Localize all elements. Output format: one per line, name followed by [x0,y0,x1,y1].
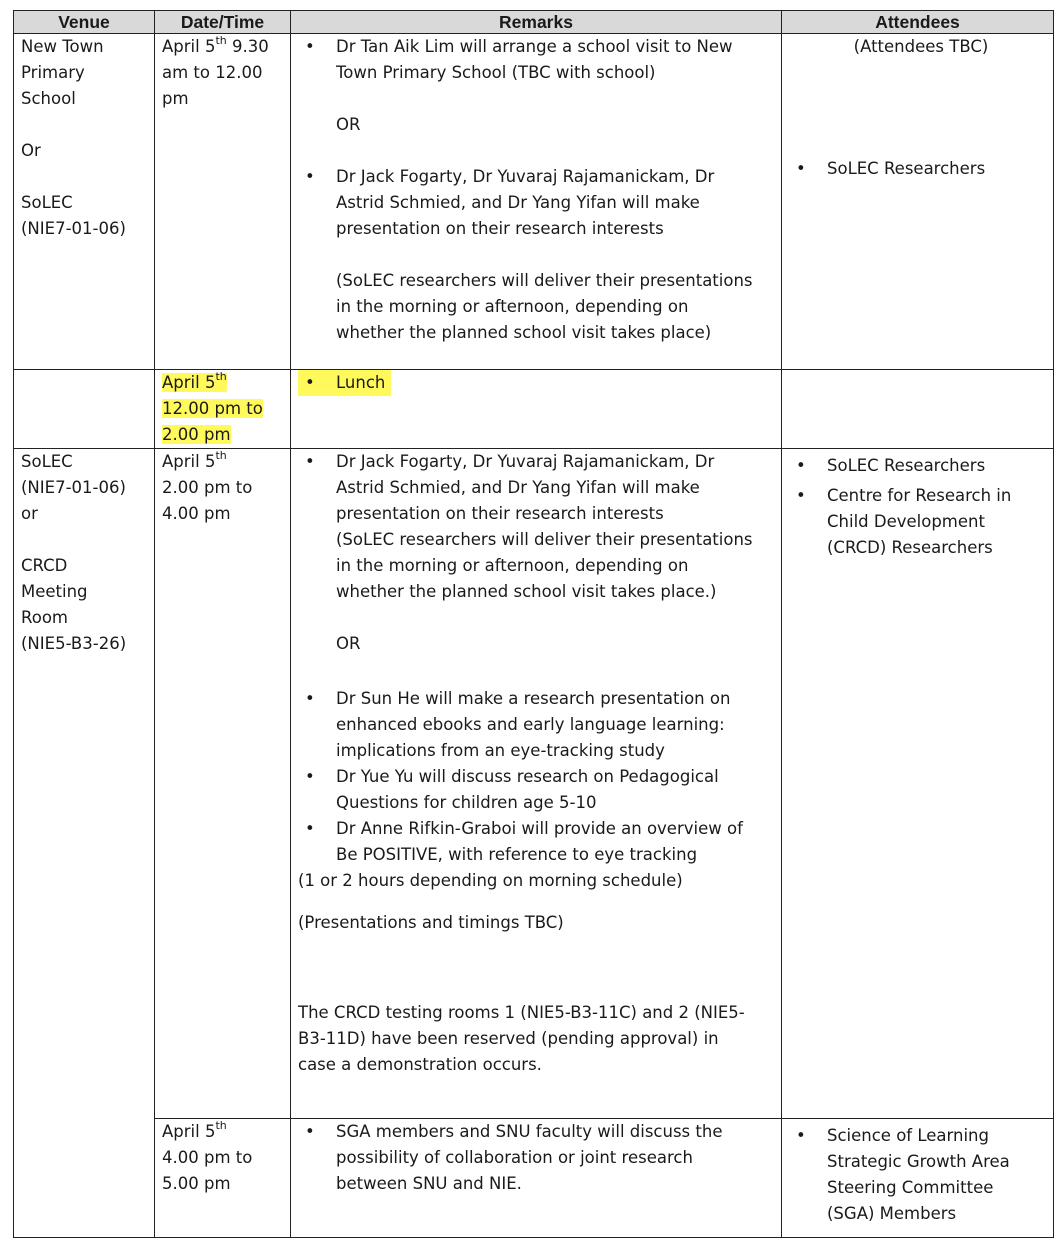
schedule-table [13,10,1054,1238]
list-item: • SGA members and SNU faculty will discuss the possibility of collaboration or joint research between SNU and NIE. [305,1122,723,1194]
date-cell: April 5th 9.30 am to 12.00 pm [155,34,291,370]
schedule-document [13,10,1053,1238]
table-row [14,449,1054,1119]
header-remarks: Remarks [291,11,782,34]
list-item: • SoLEC Researchers [796,456,986,476]
list-item: • Dr Anne Rifkin-Graboi will provide an overview of Be POSITIVE, with reference to eye tracking [305,819,743,865]
hours-note: (1 or 2 hours depending on morning schedule) [298,871,683,891]
or-text: OR [336,115,361,135]
list-item: • Dr Sun He will make a research presentation on enhanced ebooks and early language learning: implications from an eye-tracking study [305,689,731,761]
header-venue: Venue [14,11,155,34]
list-item: • Centre for Research in Child Development (CRCD) Researchers [796,486,1012,558]
list-item: • Science of Learning Strategic Growth Area Steering Committee (SGA) Members [796,1126,1010,1224]
attendees-cell [782,370,1054,449]
remarks-cell [291,370,782,449]
header-row [14,11,1054,34]
list-item: • Dr Tan Aik Lim will arrange a school visit to New Town Primary School (TBC with school) [305,37,733,83]
tbc-note: (Presentations and timings TBC) [298,913,564,933]
table-row [14,1119,1054,1238]
venue-cell: SoLEC (NIE7-01-06) or CRCD Meeting Room (NIE5-B3-26) [14,449,155,1238]
remarks-cell [291,1119,782,1238]
table-row [14,370,1054,449]
attendees-cell: (Attendees TBC) • SoLEC Researchers [782,34,1054,370]
remarks-cell [291,449,782,1119]
date-cell: April 5th 2.00 pm to 4.00 pm [155,449,291,1119]
header-date-time: Date/Time [155,11,291,34]
note-text: (SoLEC researchers will deliver their presentations in the morning or afternoon, depending on whether the planned school visit takes place) [336,271,753,343]
venue-cell [14,370,155,449]
table-row [14,34,1054,370]
header-attendees: Attendees [782,11,1054,34]
list-item: • Lunch [298,370,781,396]
list-item: • Dr Jack Fogarty, Dr Yuvaraj Rajamanickam, Dr Astrid Schmied, and Dr Yang Yifan will make presentation on their research interests [305,167,715,239]
date-cell: April 5th 12.00 pm to 2.00 pm [155,370,291,449]
attendees-cell [782,449,1054,1119]
or-text: OR [336,634,361,654]
date-cell: April 5th 4.00 pm to 5.00 pm [155,1119,291,1238]
list-item: • Dr Yue Yu will discuss research on Pedagogical Questions for children age 5-10 [305,767,719,813]
venue-cell: New Town Primary School Or SoLEC (NIE7-01-06) [14,34,155,370]
crcd-note: The CRCD testing rooms 1 (NIE5-B3-11C) and 2 (NIE5- B3-11D) have been reserved (pending approval) in case a demonstration occurs. [298,1003,745,1075]
list-item: • Dr Jack Fogarty, Dr Yuvaraj Rajamanickam, Dr Astrid Schmied, and Dr Yang Yifan will make presentation on their research interests (SoLEC researchers will deliver their presentations in the morning or afternoon, depending on whether the planned school visit takes place.) [305,452,753,602]
attendees-cell [782,1119,1054,1238]
remarks-cell [291,34,782,370]
list-item: • SoLEC Researchers [796,159,986,179]
